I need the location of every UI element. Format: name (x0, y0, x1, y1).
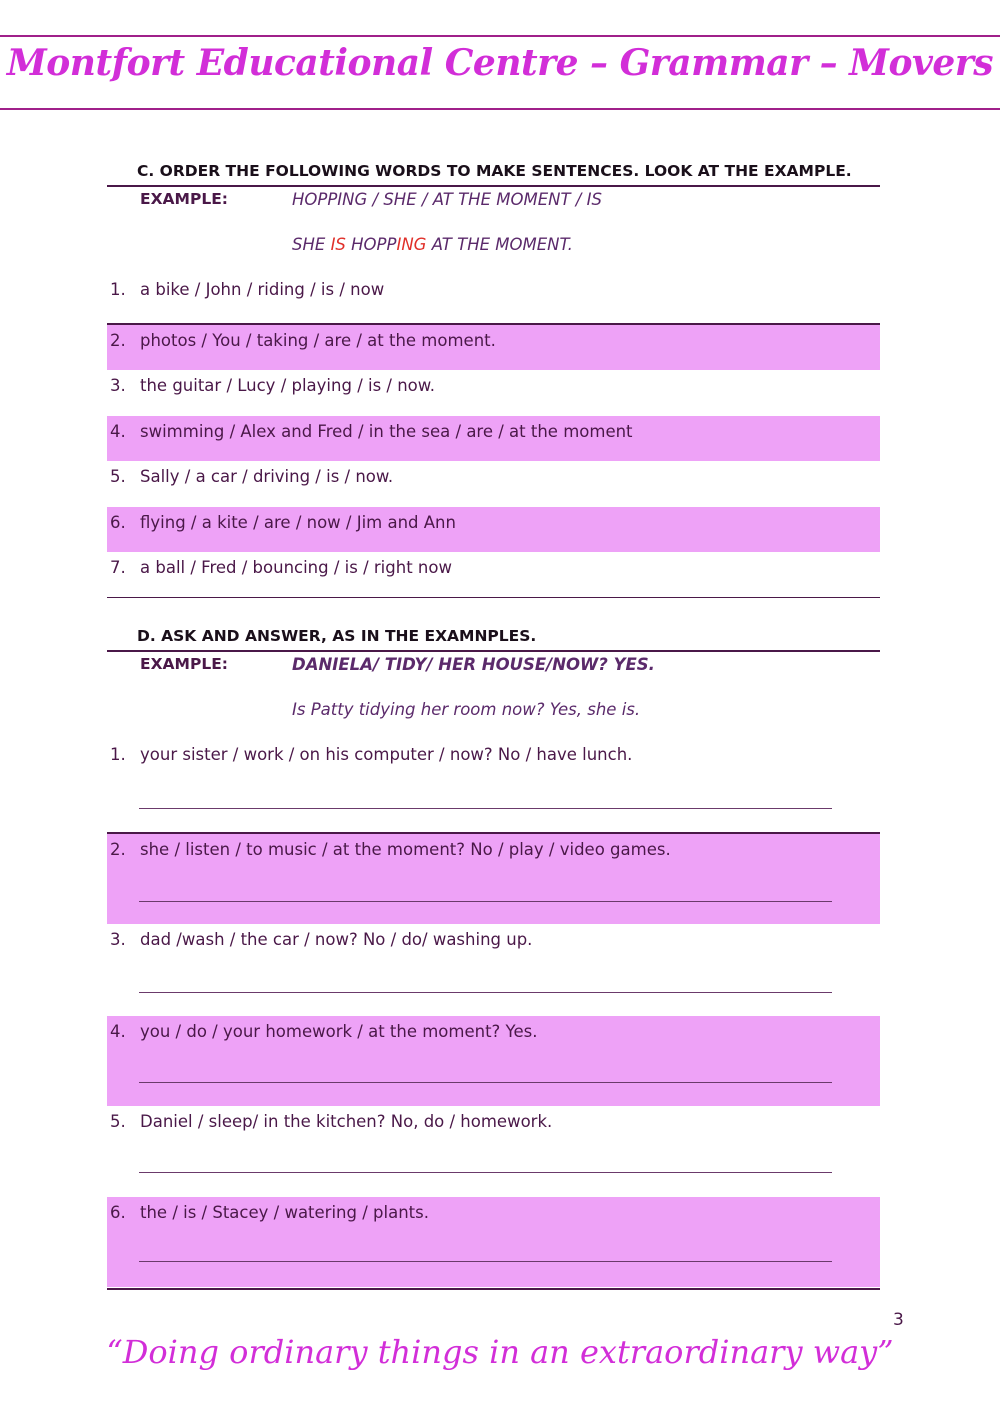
item-number: 2. (110, 331, 126, 350)
section-c-end-rule (107, 597, 880, 598)
section-c-item (107, 325, 880, 370)
item-prompt: flying / a kite / are / now / Jim and Ann (140, 513, 456, 532)
example-answer-is: IS (330, 235, 346, 254)
section-d-example-answer: Is Patty tidying her room now? Yes, she is. (292, 700, 641, 719)
item-prompt: dad /wash / the car / now? No / do/ washing up. (140, 930, 533, 949)
item-number: 6. (110, 1203, 126, 1222)
item-number: 6. (110, 513, 126, 532)
item-number: 1. (110, 745, 126, 764)
header-title: Montfort Educational Centre – Grammar – Movers (6, 42, 994, 84)
section-d-item (107, 1197, 880, 1287)
section-d-heading: D. ASK AND ANSWER, AS IN THE EXAMNPLES. (137, 627, 537, 645)
item-prompt: photos / You / taking / are / at the moment. (140, 331, 496, 350)
item-prompt: the guitar / Lucy / playing / is / now. (140, 376, 436, 395)
item-number: 5. (110, 467, 126, 486)
answer-line[interactable] (139, 1082, 832, 1083)
item-number: 3. (110, 930, 126, 949)
item-prompt: the / is / Stacey / watering / plants. (140, 1203, 429, 1222)
section-d-rule (107, 650, 880, 652)
item-number: 1. (110, 280, 126, 299)
example-answer-part2: HOPP (345, 235, 397, 254)
section-d-item (107, 834, 880, 924)
section-c-item (107, 552, 880, 596)
section-c-item (107, 370, 880, 416)
item-prompt: a ball / Fred / bouncing / is / right now (140, 558, 452, 577)
section-c-example-answer (292, 235, 573, 254)
section-c-heading: C. ORDER THE FOLLOWING WORDS TO MAKE SENTENCES. LOOK AT THE EXAMPLE. (137, 162, 852, 180)
item-prompt: Daniel / sleep/ in the kitchen? No, do / homework. (140, 1112, 553, 1131)
example-answer-part3: AT THE MOMENT. (426, 235, 573, 254)
section-c-item (107, 461, 880, 507)
section-c-item (107, 274, 880, 320)
section-c-example-label: EXAMPLE: (140, 190, 228, 208)
example-answer-part1: SHE (292, 235, 331, 254)
item-number: 4. (110, 1022, 126, 1041)
item-prompt: you / do / your homework / at the moment? Yes. (140, 1022, 538, 1041)
answer-line[interactable] (139, 1261, 832, 1262)
item-number: 2. (110, 840, 126, 859)
answer-line[interactable] (139, 992, 832, 993)
section-d-end-rule (107, 1288, 880, 1290)
section-d-item (107, 739, 880, 830)
section-c-example-prompt: HOPPING / SHE / AT THE MOMENT / IS (292, 190, 602, 209)
item-number: 7. (110, 558, 126, 577)
section-c-item (107, 416, 880, 461)
answer-line[interactable] (139, 901, 832, 902)
item-number: 3. (110, 376, 126, 395)
item-prompt: swimming / Alex and Fred / in the sea / are / at the moment (140, 422, 633, 441)
item-prompt: your sister / work / on his computer / now? No / have lunch. (140, 745, 633, 764)
example-answer-ing: ING (396, 235, 427, 254)
answer-line[interactable] (139, 808, 832, 809)
section-d-item (107, 924, 880, 1016)
item-prompt: she / listen / to music / at the moment? No / play / video games. (140, 840, 671, 859)
section-d-example-label: EXAMPLE: (140, 655, 228, 673)
item-prompt: Sally / a car / driving / is / now. (140, 467, 394, 486)
section-d-example-prompt: DANIELA/ TIDY/ HER HOUSE/NOW? YES. (292, 655, 655, 674)
item-prompt: a bike / John / riding / is / now (140, 280, 385, 299)
answer-line[interactable] (139, 1172, 832, 1173)
footer-motto: “Doing ordinary things in an extraordinary way” (106, 1333, 894, 1371)
section-d-item (107, 1106, 880, 1197)
section-d-item (107, 1016, 880, 1106)
item-number: 4. (110, 422, 126, 441)
item-number: 5. (110, 1112, 126, 1131)
page-number: 3 (893, 1310, 904, 1330)
header-top-rule (0, 35, 1000, 37)
section-c-item (107, 507, 880, 552)
header-bottom-rule (0, 108, 1000, 110)
section-c-rule (107, 185, 880, 187)
